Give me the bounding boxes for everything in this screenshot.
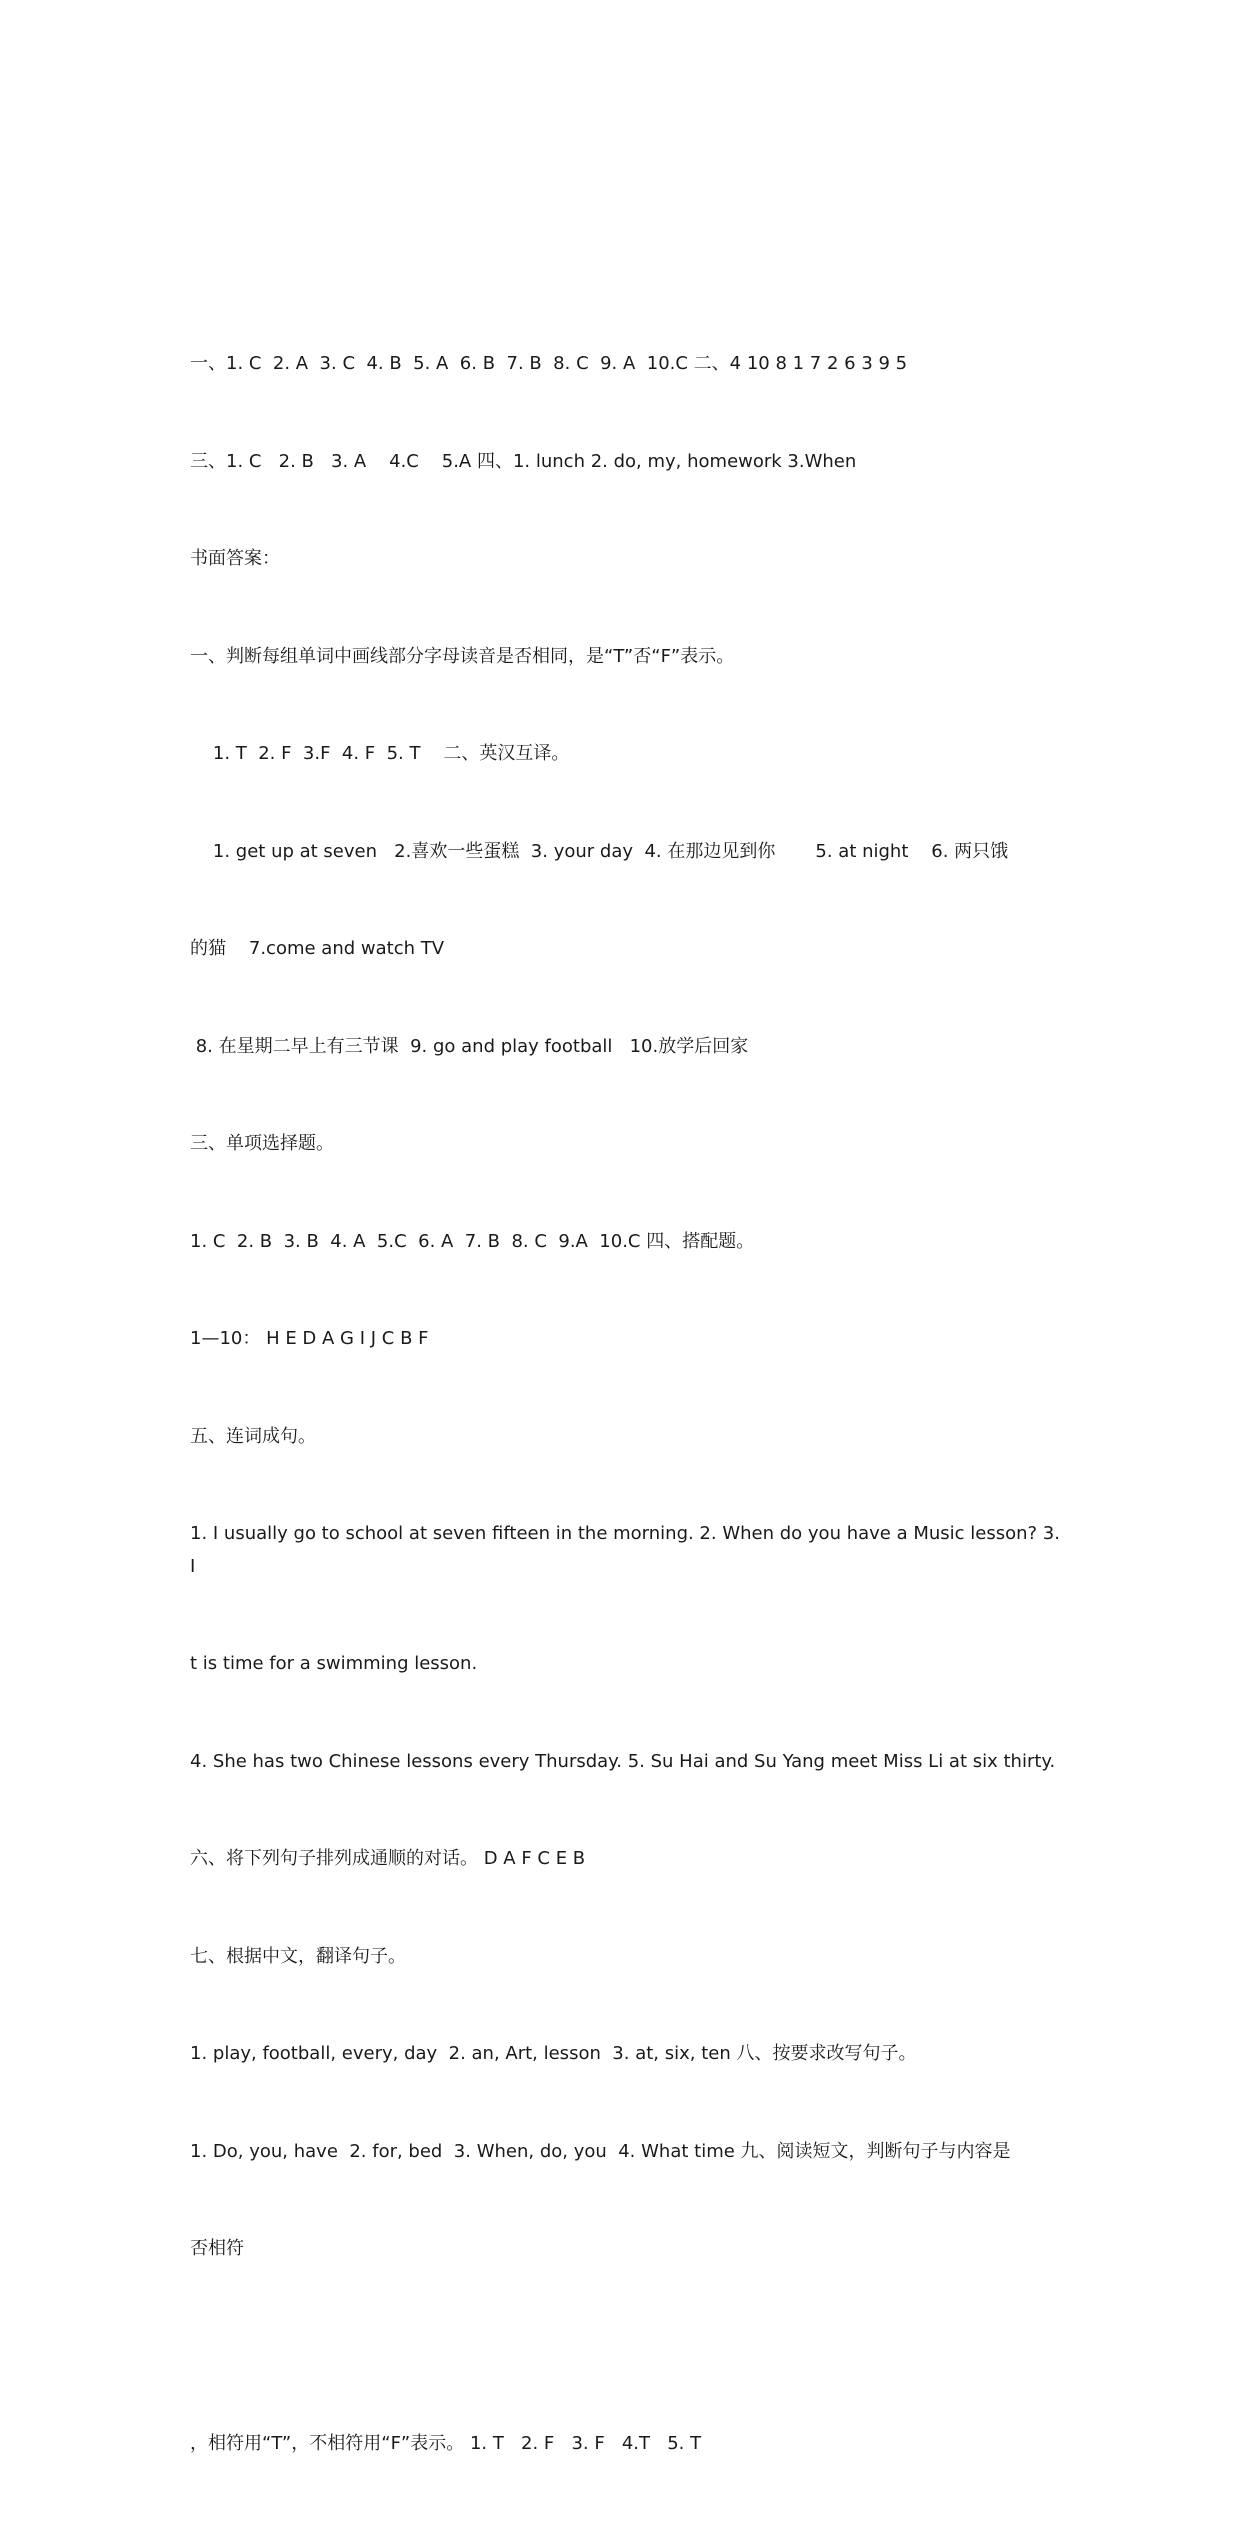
text-line: 五、连词成句。 xyxy=(190,1425,316,1447)
text-line: 一、判断每组单词中画线部分字母读音是否相同，是“T”否“F”表示。 xyxy=(190,645,735,667)
text-line: 1—10： H E D A G I J C B F xyxy=(190,1328,429,1349)
text-line: 的猫 7.come and watch TV xyxy=(190,938,445,959)
text-line: t is time for a swimming lesson. xyxy=(190,1653,478,1674)
text-line: 8. 在星期二早上有三节课 9. go and play football 10.放学后回家 xyxy=(190,1035,749,1057)
text-line: 一、1. C 2. A 3. C 4. B 5. A 6. B 7. B 8. C 9. A 10.C 二、4 10 8 1 7 2 6 3 9 5 xyxy=(190,353,908,374)
text-line: 否相符 xyxy=(190,2238,244,2259)
text-line: 1. T 2. F 3.F 4. F 5. T 二、英汉互译。 xyxy=(190,743,570,764)
text-line: ，相符用“T”，不相符用“F”表示。 1. T 2. F 3. F 4.T 5. T xyxy=(190,2433,702,2454)
text-line: 1. C 2. B 3. B 4. A 5.C 6. A 7. B 8. C 9.A 10.C 四、搭配题。 xyxy=(190,1230,755,1252)
text-line: 1. Do, you, have 2. for, bed 3. When, do, you 4. What time 九、阅读短文，判断句子与内容是 xyxy=(190,2140,1011,2162)
text-line: 1. play, football, every, day 2. an, Art, lesson 3. at, six, ten 八、按要求改写句子。 xyxy=(190,2043,917,2064)
text-line: 4. She has two Chinese lessons every Thursday. 5. Su Hai and Su Yang meet Miss Li at six thirty. xyxy=(190,1750,1056,1772)
text-line: 三、1. C 2. B 3. A 4.C 5.A 四、1. lunch 2. do, my, homework 3.When xyxy=(190,450,857,472)
text-line: 七、根据中文，翻译句子。 xyxy=(190,1945,406,1967)
text-line: 六、将下列句子排列成通顺的对话。 D A F C E B xyxy=(190,1848,586,1869)
answer-key-text xyxy=(190,283,1066,2526)
text-line: 1. I usually go to school at seven fifteen in the morning. 2. When do you have a Music lesson? 3. I xyxy=(190,1523,1066,1577)
text-line: 1. get up at seven 2.喜欢一些蛋糕 3. your day 4. 在那边见到你 5. at night 6. 两只饿 xyxy=(190,840,1009,862)
text-line: 三、单项选择题。 xyxy=(190,1133,334,1154)
text-line: 书面答案： xyxy=(190,548,280,569)
blank-line xyxy=(190,2331,1060,2364)
